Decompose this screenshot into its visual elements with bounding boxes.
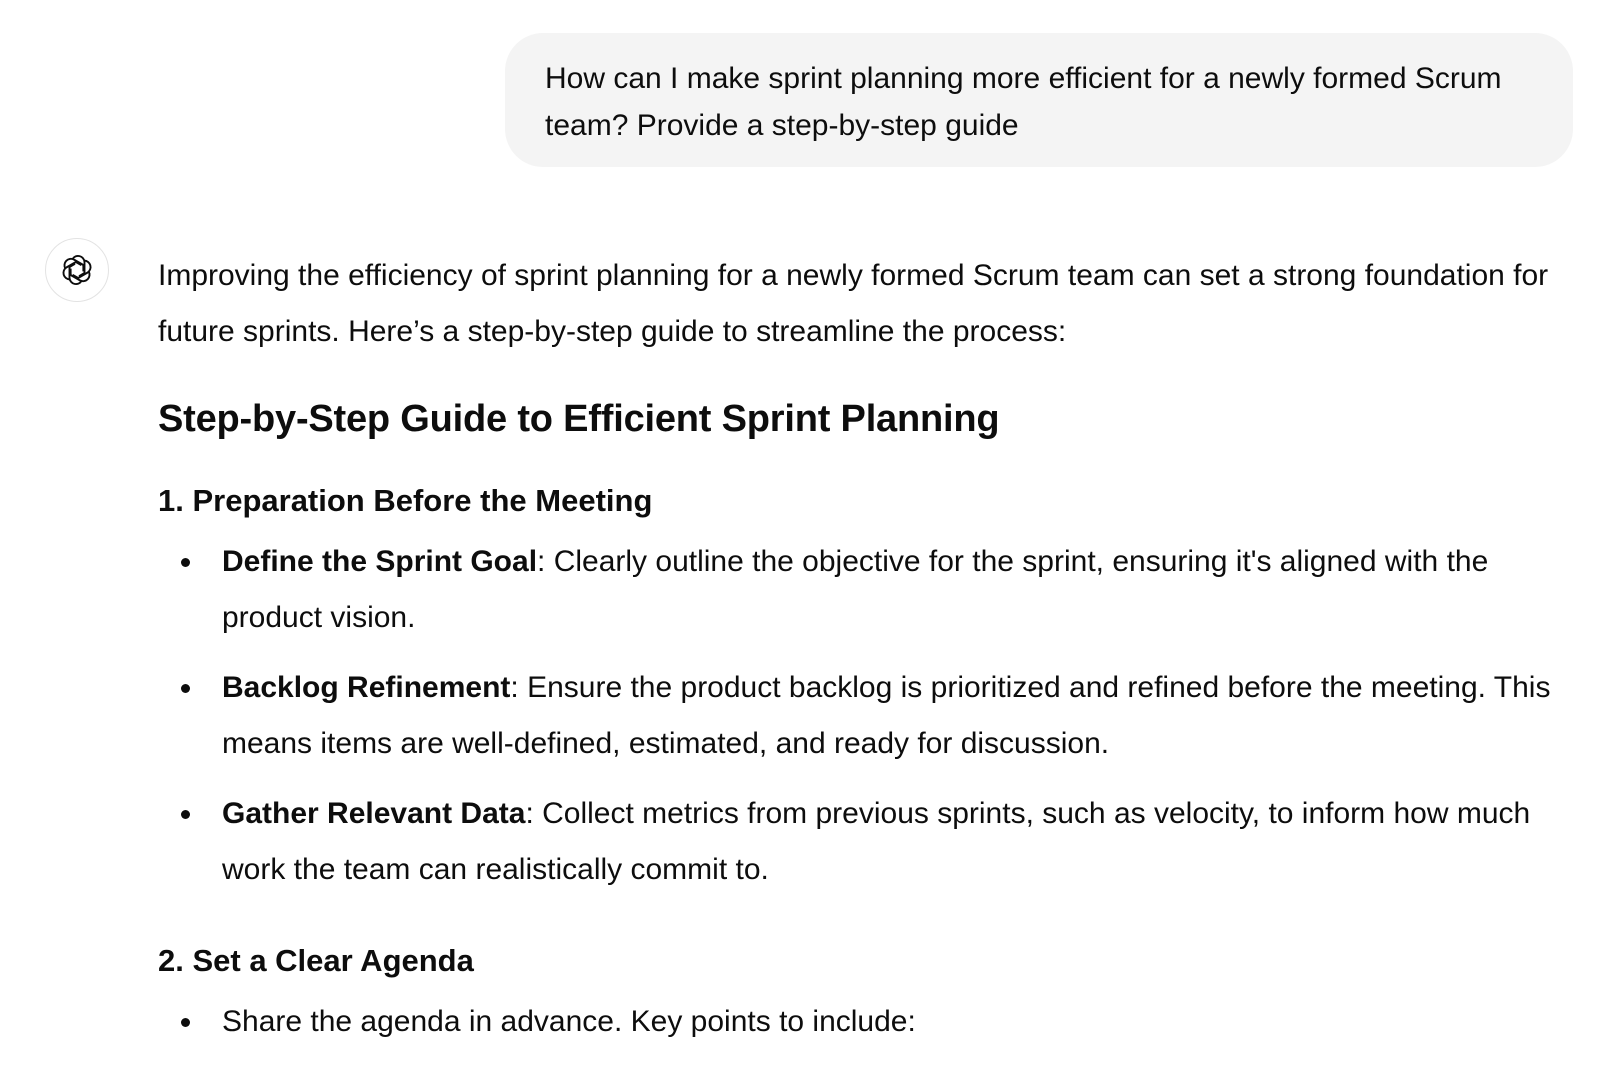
list-item bbox=[158, 534, 1563, 646]
list-item-text: : Ensure the product backlog is prioritized and refined before the meeting. This means items are well-defined, estimated, and ready for discussion. bbox=[222, 671, 1551, 760]
list-item-text: : Collect metrics from previous sprints, such as velocity, to inform how much work the team can realistically commit to. bbox=[222, 797, 1531, 886]
section-title: 2. Set a Clear Agenda bbox=[158, 943, 474, 978]
bullet-dot bbox=[181, 810, 190, 819]
list-item-bold: Define the Sprint Goal bbox=[222, 545, 538, 578]
bullet-list bbox=[158, 994, 1563, 1050]
bullet-list bbox=[158, 534, 1563, 898]
list-item-bold: Backlog Refinement bbox=[222, 671, 511, 704]
section-title: 1. Preparation Before the Meeting bbox=[158, 483, 653, 518]
assistant-intro: Improving the efficiency of sprint planning for a newly formed Scrum team can set a strong foundation for future sprints. Here’s a step-by-step guide to streamline the process: bbox=[158, 259, 1549, 348]
bullet-dot bbox=[181, 558, 190, 567]
assistant-avatar bbox=[45, 238, 109, 302]
openai-logo-icon bbox=[59, 252, 95, 288]
bullet-dot bbox=[181, 1018, 190, 1027]
bullet-dot bbox=[181, 684, 190, 693]
guide-heading: Step-by-Step Guide to Efficient Sprint Planning bbox=[158, 398, 1000, 440]
list-item-bold: Gather Relevant Data bbox=[222, 797, 526, 830]
list-item bbox=[158, 994, 1563, 1050]
list-item-text: : Clearly outline the objective for the sprint, ensuring it's aligned with the product vision. bbox=[222, 545, 1489, 634]
list-item bbox=[158, 660, 1563, 772]
assistant-message bbox=[158, 248, 1563, 1064]
user-message-text: How can I make sprint planning more efficient for a newly formed Scrum team? Provide a step-by-step guide bbox=[545, 62, 1502, 142]
list-item-text: Share the agenda in advance. Key points to include: bbox=[222, 1005, 916, 1038]
user-message-bubble bbox=[505, 33, 1573, 167]
list-item bbox=[158, 786, 1563, 898]
